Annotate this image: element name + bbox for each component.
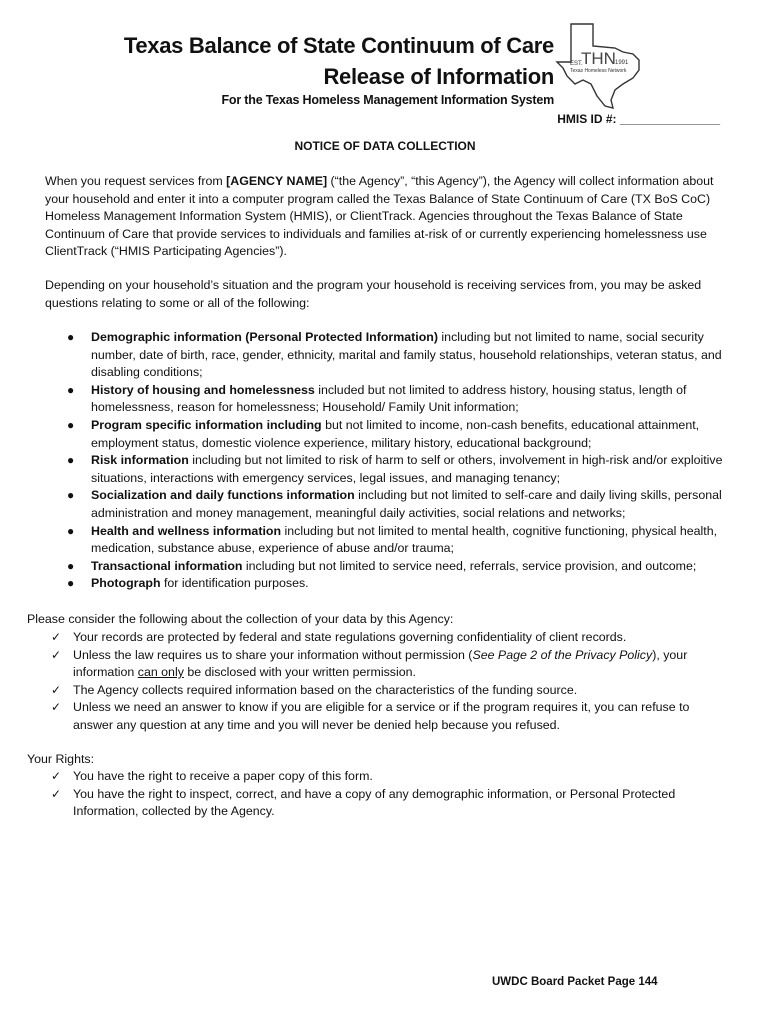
system-subtitle: For the Texas Homeless Management Information System [221,93,554,107]
list-item: ✓ You have the right to receive a paper copy of this form. [47,768,727,786]
bullet-icon: ● [67,523,75,538]
checkmark-icon: ✓ [51,630,62,644]
rights-heading: Your Rights: [27,752,95,766]
notice-heading: NOTICE OF DATA COLLECTION [294,139,476,153]
document-title: Texas Balance of State Continuum of Care [123,33,554,58]
rights-list [47,768,727,821]
considerations-heading: Please consider the following about the collection of your data by this Agency: [27,612,454,626]
list-item: ● Program specific information including but not limited to income, non-cash benefits, educational attainment, employment status, domestic violence experience, military history, educational background; [67,417,700,450]
logo-year: 1991 [615,60,629,66]
list-item: ● Demographic information (Personal Protected Information) including but not limited to name, social security number, date of birth, race, gender, ethnicity, marital and family status, household relationships, veteran status, and disabling conditions; [67,330,722,380]
list-item: ✓ Your records are protected by federal and state regulations governing confidentiality of client records. [47,629,727,647]
page-footer: UWDC Board Packet Page 144 [492,976,658,988]
thn-logo [553,18,645,110]
list-item: ✓ You have the right to inspect, correct, and have a copy of any demographic information, or Personal Protected Information, collected by the Agency. [51,786,676,819]
checkmark-icon: ✓ [51,786,62,801]
bullet-icon: ● [67,453,75,468]
checkmark-icon: ✓ [51,769,62,783]
considerations-list [47,629,727,735]
logo-name: Texas Homeless Network [570,68,627,74]
list-item: ✓ Unless we need an answer to know if you are eligible for a service or if the program requires it, you can refuse to answer any question at any time and you will never be denied help because you refused. [51,700,690,732]
document-subtitle-title: Release of Information [323,64,554,89]
checkmark-icon: ✓ [51,700,62,715]
hmis-id-field: HMIS ID #: _______________ [557,112,720,126]
checkmark-icon: ✓ [51,682,62,697]
data-categories-list [62,329,732,593]
list-item: ● Photograph for identification purposes. [62,575,732,593]
bullet-icon: ● [67,576,75,591]
list-item: ● Risk information including but not limited to risk of harm to self or others, involvement in high-risk and/or exploitive situations, interactions with emergency services, legal issues, and managing tenancy; [67,453,723,485]
bullet-icon: ● [67,382,75,397]
logo-acronym: THN [581,49,616,68]
bullet-icon: ● [67,488,75,503]
logo-est: EST. [570,61,583,67]
list-item: ● Transactional information including but not limited to service need, referrals, service provision, and outcome; [62,558,732,576]
bullet-icon: ● [67,417,75,432]
list-item: ✓ The Agency collects required information based on the characteristics of the funding source. [47,682,727,700]
list-item: ● History of housing and homelessness included but not limited to address history, housing status, length of homelessness, reason for homelessness; Household/ Family Unit information; [67,382,687,415]
list-item: ● Socialization and daily functions information including but not limited to self-care and daily living skills, personal administration and money management, meaningful daily activities, social relations and networks; [67,488,722,520]
depending-paragraph: Depending on your household’s situation and the program your household is receiving services from, you may be asked questions relating to some or all of the following: [45,278,702,310]
checkmark-icon: ✓ [51,647,62,662]
bullet-icon: ● [67,558,75,573]
bullet-icon: ● [67,330,75,344]
list-item: ● Health and wellness information including but not limited to mental health, cognitive functioning, physical health, medication, substance abuse, experience of abuse and/or trauma; [67,523,718,556]
intro-paragraph: When you request services from [AGENCY NAME] (“the Agency”, “this Agency”), the Agency will collect information about your household and enter it into a computer program called the Texas Balance of State Continuum of Care (TX BoS CoC) Homeless Management Information System (HMIS), or ClientTrack. Agencies throughout the Texas Balance of State Continuum of Care that provide services to individuals and families at-risk of or currently experiencing homelessness use ClientTrack (“HMIS Participating Agencies”). [45,174,714,258]
agency-name-placeholder: [AGENCY NAME] [226,174,328,188]
list-item: ✓ Unless the law requires us to share your information without permission (See Page 2 of the Privacy Policy), your information can only be disclosed with your written permission. [51,647,688,680]
